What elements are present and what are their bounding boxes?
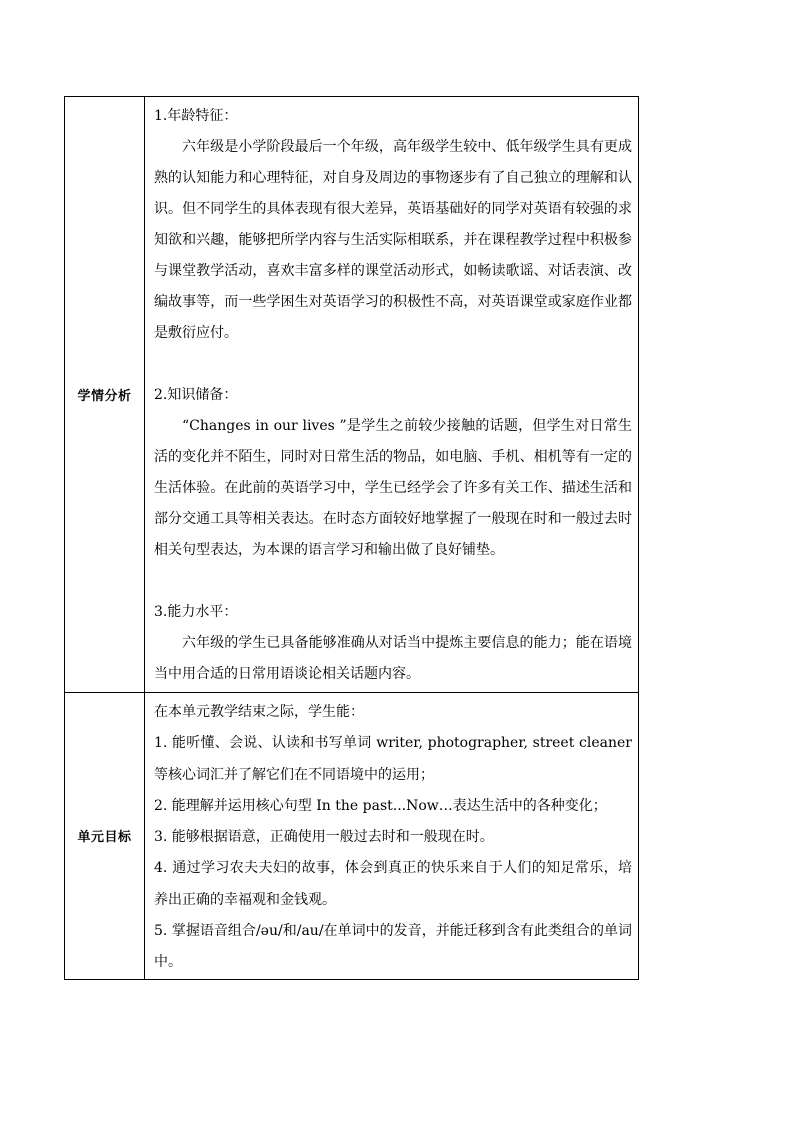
goals-intro: 在本单元教学结束之际，学生能： xyxy=(154,704,364,720)
goal-item-4: 4. 通过学习农夫夫妇的故事，体会到真正的快乐来自于人们的知足常乐，培养出正确的幸福观和金钱观。 xyxy=(154,860,632,908)
section-body-ability: 六年级的学生已具备能够准确从对话当中提炼主要信息的能力；能在语境当中用合适的日常用语谈论相关话题内容。 xyxy=(154,635,632,682)
goals-label: 单元目标 xyxy=(77,830,132,846)
analysis-label: 学情分析 xyxy=(77,389,132,404)
goal-item-1: 1. 能听懂、会说、认读和书写单词 writer, photographer, street cleaner 等核心词汇并了解它们在不同语境中的运用； xyxy=(154,735,632,783)
section-body-knowledge: “Changes in our lives ”是学生之前较少接触的话题，但学生对日常生活的变化并不陌生，同时对日常生活的物品，如电脑、手机、相机等有一定的生活体验。在此前的英语学习中，学生已经学会了许多有关工作、描述生活和部分交通工具等相关表达。在时态方面较好地掌握了一般现在时和一般过去时相关句型表达，为本课的语言学习和输出做了良好铺垫。 xyxy=(154,418,632,558)
goal-item-5: 5. 掌握语音组合/əu/和/au/在单词中的发音，并能迁移到含有此类组合的单词中。 xyxy=(154,923,632,971)
section-title-ability: 3.能力水平： xyxy=(154,604,238,620)
lesson-plan-table xyxy=(64,96,639,980)
goals-content xyxy=(145,693,638,979)
analysis-label-cell xyxy=(65,97,145,693)
table-row-analysis xyxy=(65,97,639,693)
section-body-age: 六年级是小学阶段最后一个年级，高年级学生较中、低年级学生具有更成熟的认知能力和心理特征，对自身及周边的事物逐步有了自己独立的理解和认识。但不同学生的具体表现有很大差异，英语基础好的同学对英语有较强的求知欲和兴趣，能够把所学内容与生活实际相联系，并在课程教学过程中积极参与课堂教学活动，喜欢丰富多样的课堂活动形式，如畅读歌谣、对话表演、改编故事等，而一些学困生对英语学习的积极性不高，对英语课堂或家庭作业都是敷衍应付。 xyxy=(154,139,632,341)
analysis-content-cell xyxy=(145,97,639,693)
goals-label-cell xyxy=(65,693,145,980)
table-row-goals xyxy=(65,693,639,980)
section-title-age: 1.年龄特征： xyxy=(154,108,238,124)
goals-content-cell xyxy=(145,693,639,980)
goal-item-2: 2. 能理解并运用核心句型 In the past...Now…表达生活中的各种变化； xyxy=(154,797,607,814)
analysis-content xyxy=(145,97,638,692)
section-title-knowledge: 2.知识储备： xyxy=(154,387,238,403)
goal-item-3: 3. 能够根据语意，正确使用一般过去时和一般现在时。 xyxy=(154,829,494,846)
